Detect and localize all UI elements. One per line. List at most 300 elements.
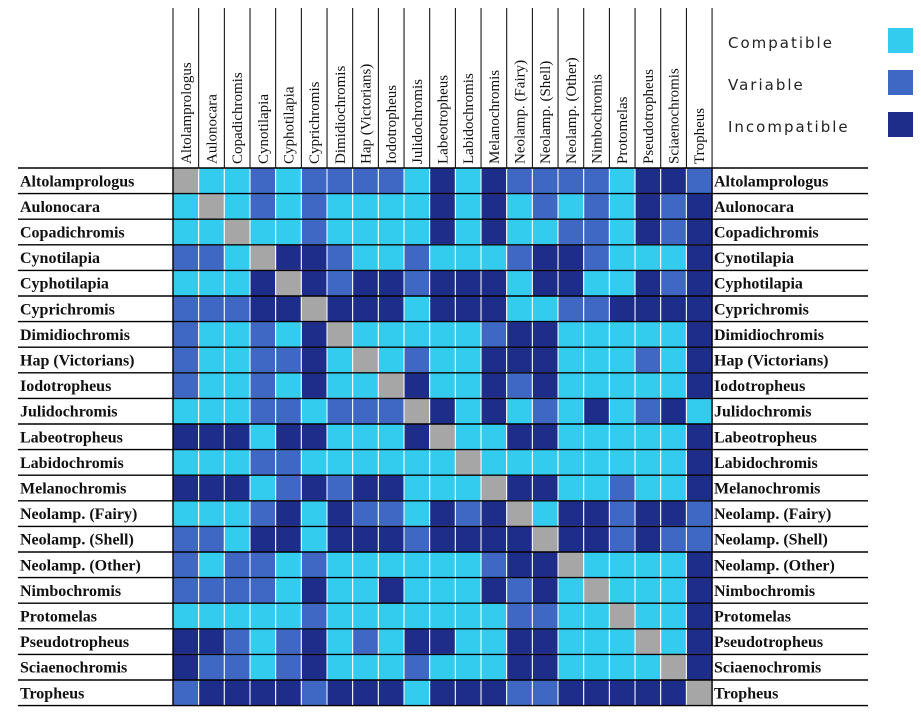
- matrix-cell: [378, 373, 404, 399]
- matrix-cell: [250, 603, 276, 629]
- matrix-cell: [584, 296, 610, 322]
- matrix-cell: [301, 603, 327, 629]
- matrix-cell: [686, 424, 712, 450]
- matrix-cell: [276, 296, 302, 322]
- matrix-cell: [353, 629, 379, 655]
- matrix-cell: [584, 424, 610, 450]
- matrix-cell: [327, 629, 353, 655]
- matrix-cell: [353, 450, 379, 476]
- matrix-cell: [558, 270, 584, 296]
- matrix-cell: [378, 526, 404, 552]
- matrix-cell: [584, 347, 610, 373]
- matrix-cell: [532, 629, 558, 655]
- row-label-left: Aulonocara: [20, 198, 100, 216]
- matrix-cell: [404, 168, 430, 194]
- matrix-cell: [301, 373, 327, 399]
- matrix-cell: [558, 475, 584, 501]
- matrix-cell: [430, 245, 456, 271]
- matrix-cell: [635, 194, 661, 220]
- matrix-cell: [250, 475, 276, 501]
- row-label-right: Hap (Victorians): [714, 352, 829, 370]
- matrix-cell: [224, 578, 250, 604]
- matrix-cell: [173, 194, 199, 220]
- matrix-cell: [378, 219, 404, 245]
- matrix-cell: [481, 398, 507, 424]
- matrix-cell: [378, 424, 404, 450]
- matrix-cell: [404, 450, 430, 476]
- matrix-cell: [609, 194, 635, 220]
- matrix-cell: [199, 424, 225, 450]
- matrix-cell: [276, 322, 302, 348]
- matrix-cell: [532, 270, 558, 296]
- matrix-cell: [224, 552, 250, 578]
- matrix-cell: [250, 194, 276, 220]
- matrix-cell: [686, 603, 712, 629]
- matrix-cell: [250, 373, 276, 399]
- matrix-cell: [584, 603, 610, 629]
- matrix-cell: [661, 168, 687, 194]
- matrix-cell: [661, 347, 687, 373]
- matrix-cell: [507, 296, 533, 322]
- matrix-cell: [532, 168, 558, 194]
- matrix-cell: [404, 398, 430, 424]
- matrix-cell: [635, 450, 661, 476]
- matrix-cell: [224, 475, 250, 501]
- column-label: Cynotilapia: [255, 94, 272, 164]
- matrix-cell: [661, 450, 687, 476]
- matrix-cell: [430, 475, 456, 501]
- row-label-left: Hap (Victorians): [20, 352, 135, 370]
- matrix-cell: [635, 654, 661, 680]
- matrix-cell: [353, 219, 379, 245]
- column-label: Sciaenochromis: [666, 68, 683, 164]
- matrix-cell: [327, 219, 353, 245]
- matrix-cell: [173, 245, 199, 271]
- matrix-cell: [609, 270, 635, 296]
- matrix-cell: [532, 475, 558, 501]
- matrix-cell: [507, 526, 533, 552]
- matrix-cell: [532, 578, 558, 604]
- matrix-cell: [404, 603, 430, 629]
- legend-swatch-variable: [888, 70, 913, 95]
- matrix-cell: [301, 270, 327, 296]
- matrix-cell: [532, 526, 558, 552]
- matrix-cell: [353, 373, 379, 399]
- matrix-cell: [327, 296, 353, 322]
- matrix-cell: [378, 296, 404, 322]
- row-label-left: Dimidiochromis: [20, 326, 130, 344]
- matrix-cell: [635, 296, 661, 322]
- matrix-cell: [276, 373, 302, 399]
- matrix-cell: [584, 450, 610, 476]
- matrix-cell: [532, 501, 558, 527]
- matrix-cell: [609, 603, 635, 629]
- matrix-cell: [609, 424, 635, 450]
- matrix-cell: [224, 654, 250, 680]
- matrix-cell: [378, 475, 404, 501]
- matrix-cell: [301, 654, 327, 680]
- matrix-cell: [327, 501, 353, 527]
- matrix-cell: [481, 526, 507, 552]
- matrix-cell: [276, 578, 302, 604]
- row-label-right: Dimidiochromis: [714, 326, 824, 344]
- matrix-cell: [404, 245, 430, 271]
- column-label: Protomelas: [615, 96, 632, 164]
- matrix-cell: [609, 219, 635, 245]
- matrix-cell: [584, 552, 610, 578]
- matrix-cell: [558, 168, 584, 194]
- matrix-cell: [276, 219, 302, 245]
- matrix-cell: [173, 501, 199, 527]
- matrix-cell: [276, 450, 302, 476]
- column-label: Tropheus: [692, 107, 709, 164]
- row-labels-left: [20, 173, 141, 702]
- matrix-cell: [224, 245, 250, 271]
- row-label-left: Protomelas: [20, 608, 98, 626]
- matrix-cell: [609, 552, 635, 578]
- matrix-cell: [635, 168, 661, 194]
- matrix-cell: [327, 526, 353, 552]
- column-label: Neolamp. (Fairy): [512, 59, 529, 164]
- matrix-cell: [430, 629, 456, 655]
- matrix-cell: [481, 629, 507, 655]
- matrix-cell: [507, 398, 533, 424]
- matrix-cell: [481, 168, 507, 194]
- matrix-cell: [635, 347, 661, 373]
- matrix-cell: [199, 526, 225, 552]
- matrix-cell: [661, 629, 687, 655]
- matrix-cell: [250, 680, 276, 706]
- matrix-cell: [327, 578, 353, 604]
- row-label-right: Labeotropheus: [714, 429, 817, 447]
- matrix-cell: [609, 398, 635, 424]
- row-label-right: Nimbochromis: [714, 582, 816, 600]
- matrix-cell: [276, 501, 302, 527]
- matrix-cell: [686, 578, 712, 604]
- matrix-cell: [301, 629, 327, 655]
- matrix-cell: [199, 219, 225, 245]
- matrix-cell: [353, 552, 379, 578]
- matrix-cell: [430, 680, 456, 706]
- matrix-cell: [327, 424, 353, 450]
- legend-item-compatible: [728, 28, 918, 70]
- matrix-cell: [686, 654, 712, 680]
- row-label-right: Neolamp. (Fairy): [714, 506, 832, 524]
- matrix-cell: [378, 552, 404, 578]
- matrix-cell: [404, 552, 430, 578]
- matrix-cell: [609, 296, 635, 322]
- matrix-cell: [455, 424, 481, 450]
- matrix-cell: [558, 194, 584, 220]
- matrix-cell: [661, 578, 687, 604]
- column-label: Nimbochromis: [589, 74, 606, 164]
- matrix-cell: [481, 219, 507, 245]
- matrix-cell: [609, 475, 635, 501]
- matrix-cell: [404, 373, 430, 399]
- matrix-cell: [173, 424, 199, 450]
- column-label: Copadichromis: [230, 72, 247, 164]
- matrix-cell: [250, 552, 276, 578]
- matrix-cell: [635, 578, 661, 604]
- matrix-cell: [301, 680, 327, 706]
- matrix-cell: [173, 603, 199, 629]
- matrix-cell: [173, 475, 199, 501]
- matrix-cell: [507, 450, 533, 476]
- matrix-cell: [327, 194, 353, 220]
- matrix-cell: [532, 424, 558, 450]
- matrix-cell: [224, 398, 250, 424]
- matrix-cell: [199, 680, 225, 706]
- matrix-cell: [686, 475, 712, 501]
- matrix-cell: [224, 424, 250, 450]
- matrix-cell: [609, 322, 635, 348]
- matrix-cell: [327, 270, 353, 296]
- column-label: Dimidiochromis: [332, 65, 349, 164]
- matrix-cell: [584, 475, 610, 501]
- row-labels-right: [714, 173, 835, 702]
- row-label-left: Altolamprologus: [20, 173, 135, 191]
- matrix-cell: [378, 578, 404, 604]
- legend-item-variable: [728, 70, 918, 112]
- matrix-cell: [301, 526, 327, 552]
- matrix-cell: [532, 245, 558, 271]
- column-label: Cyprichromis: [307, 81, 324, 164]
- matrix-cell: [173, 629, 199, 655]
- matrix-cell: [609, 373, 635, 399]
- matrix-cell: [276, 347, 302, 373]
- column-label: Altolamprologus: [178, 62, 195, 164]
- matrix-cell: [507, 501, 533, 527]
- matrix-cell: [173, 373, 199, 399]
- matrix-cell: [455, 245, 481, 271]
- matrix-cell: [661, 526, 687, 552]
- matrix-cell: [199, 194, 225, 220]
- matrix-cell: [301, 398, 327, 424]
- matrix-cell: [224, 501, 250, 527]
- matrix-cell: [481, 373, 507, 399]
- matrix-cell: [224, 347, 250, 373]
- matrix-cell: [327, 552, 353, 578]
- matrix-cell: [455, 373, 481, 399]
- row-label-right: Cyprichromis: [714, 301, 809, 319]
- matrix-cell: [353, 578, 379, 604]
- matrix-cell: [301, 322, 327, 348]
- row-label-right: Aulonocara: [714, 198, 794, 216]
- row-label-left: Julidochromis: [20, 403, 118, 421]
- matrix-cell: [301, 219, 327, 245]
- matrix-cell: [686, 680, 712, 706]
- matrix-cell: [430, 552, 456, 578]
- row-label-left: Iodotropheus: [20, 378, 112, 396]
- matrix-cell: [301, 475, 327, 501]
- matrix-cell: [199, 373, 225, 399]
- matrix-cell: [430, 654, 456, 680]
- matrix-cell: [455, 680, 481, 706]
- matrix-cell: [635, 680, 661, 706]
- matrix-cell: [224, 680, 250, 706]
- matrix-cell: [507, 219, 533, 245]
- matrix-cell: [353, 680, 379, 706]
- matrix-cell: [481, 424, 507, 450]
- matrix-cell: [455, 578, 481, 604]
- matrix-cell: [224, 322, 250, 348]
- matrix-cell: [250, 219, 276, 245]
- matrix-cell: [250, 296, 276, 322]
- matrix-cell: [301, 245, 327, 271]
- row-label-left: Copadichromis: [20, 224, 125, 242]
- matrix-cell: [199, 168, 225, 194]
- matrix-cell: [686, 296, 712, 322]
- matrix-cell: [430, 194, 456, 220]
- matrix-cell: [455, 322, 481, 348]
- matrix-cell: [635, 398, 661, 424]
- matrix-cell: [455, 475, 481, 501]
- row-label-left: Cyphotilapia: [20, 275, 109, 293]
- matrix-cell: [481, 347, 507, 373]
- matrix-cell: [224, 629, 250, 655]
- column-label: Labidochromis: [461, 73, 478, 164]
- matrix-cell: [301, 168, 327, 194]
- matrix-cell: [250, 168, 276, 194]
- legend-item-incompatible: [728, 112, 918, 154]
- matrix-cell: [224, 296, 250, 322]
- matrix-cell: [353, 654, 379, 680]
- row-label-right: Altolamprologus: [714, 173, 829, 191]
- matrix-cell: [584, 373, 610, 399]
- matrix-cell: [481, 578, 507, 604]
- matrix-cell: [661, 270, 687, 296]
- matrix-cell: [609, 654, 635, 680]
- matrix-cell: [661, 194, 687, 220]
- matrix-cell: [224, 526, 250, 552]
- matrix-cell: [224, 450, 250, 476]
- matrix-cell: [250, 245, 276, 271]
- matrix-cell: [532, 219, 558, 245]
- matrix-cell: [686, 501, 712, 527]
- matrix-cell: [584, 629, 610, 655]
- matrix-cell: [327, 680, 353, 706]
- row-label-left: Melanochromis: [20, 480, 127, 498]
- matrix-cell: [455, 194, 481, 220]
- matrix-cell: [224, 194, 250, 220]
- matrix-cell: [276, 552, 302, 578]
- matrix-cell: [404, 296, 430, 322]
- matrix-cell: [481, 194, 507, 220]
- matrix-cell: [224, 373, 250, 399]
- matrix-cell: [301, 552, 327, 578]
- matrix-cell: [455, 296, 481, 322]
- matrix-cell: [404, 501, 430, 527]
- matrix-cell: [250, 501, 276, 527]
- matrix-cell: [558, 424, 584, 450]
- matrix-cell: [686, 398, 712, 424]
- matrix-cell: [481, 501, 507, 527]
- matrix-cell: [276, 526, 302, 552]
- matrix-cell: [430, 603, 456, 629]
- matrix-cell: [532, 296, 558, 322]
- matrix-cell: [661, 398, 687, 424]
- matrix-cell: [455, 398, 481, 424]
- matrix-cell: [301, 578, 327, 604]
- matrix-cell: [558, 450, 584, 476]
- matrix-cell: [276, 245, 302, 271]
- matrix-cell: [532, 322, 558, 348]
- matrix-cell: [661, 373, 687, 399]
- matrix-cell: [532, 194, 558, 220]
- matrix-cell: [404, 629, 430, 655]
- matrix-cell: [199, 398, 225, 424]
- matrix-cell: [224, 270, 250, 296]
- matrix-cell: [455, 450, 481, 476]
- matrix-cell: [173, 578, 199, 604]
- matrix-cell: [276, 270, 302, 296]
- matrix-cell: [378, 680, 404, 706]
- matrix-cell: [327, 373, 353, 399]
- matrix-cell: [584, 398, 610, 424]
- row-label-left: Nimbochromis: [20, 582, 122, 600]
- matrix-cell: [558, 680, 584, 706]
- matrix-cell: [276, 398, 302, 424]
- matrix-cell: [507, 322, 533, 348]
- matrix-cell: [455, 347, 481, 373]
- matrix-cell: [353, 475, 379, 501]
- matrix-cell: [378, 322, 404, 348]
- row-label-right: Cyphotilapia: [714, 275, 803, 293]
- matrix-cell: [173, 450, 199, 476]
- matrix-cell: [173, 322, 199, 348]
- column-label: Neolamp. (Other): [563, 57, 580, 164]
- matrix-cell: [686, 552, 712, 578]
- matrix-cell: [635, 603, 661, 629]
- matrix-cell: [276, 603, 302, 629]
- matrix-cell: [661, 603, 687, 629]
- matrix-cell: [404, 347, 430, 373]
- matrix-cell: [173, 680, 199, 706]
- matrix-cell: [250, 450, 276, 476]
- matrix-cell: [584, 578, 610, 604]
- matrix-cell: [532, 654, 558, 680]
- matrix-cell: [378, 603, 404, 629]
- matrix-cell: [430, 219, 456, 245]
- row-label-right: Copadichromis: [714, 224, 819, 242]
- row-label-left: Neolamp. (Shell): [20, 531, 134, 549]
- matrix-cell: [327, 245, 353, 271]
- matrix-cell: [686, 526, 712, 552]
- legend-swatch-incompatible: [888, 112, 913, 137]
- matrix-cell: [404, 654, 430, 680]
- matrix-cell: [686, 373, 712, 399]
- row-label-left: Labeotropheus: [20, 429, 123, 447]
- matrix-cell: [686, 194, 712, 220]
- matrix-cell: [199, 475, 225, 501]
- matrix-cell: [507, 168, 533, 194]
- matrix-cell: [378, 270, 404, 296]
- matrix-cell: [430, 526, 456, 552]
- matrix-cell: [584, 168, 610, 194]
- row-label-right: Sciaenochromis: [714, 659, 822, 677]
- row-label-right: Tropheus: [714, 685, 779, 703]
- matrix-cell: [481, 270, 507, 296]
- matrix-cell: [199, 501, 225, 527]
- matrix-cell: [609, 629, 635, 655]
- matrix-cell: [635, 322, 661, 348]
- matrix-cell: [532, 373, 558, 399]
- matrix-cell: [584, 219, 610, 245]
- matrix-cell: [455, 501, 481, 527]
- matrix-cell: [507, 629, 533, 655]
- matrix-cell: [199, 629, 225, 655]
- matrix-cell: [584, 270, 610, 296]
